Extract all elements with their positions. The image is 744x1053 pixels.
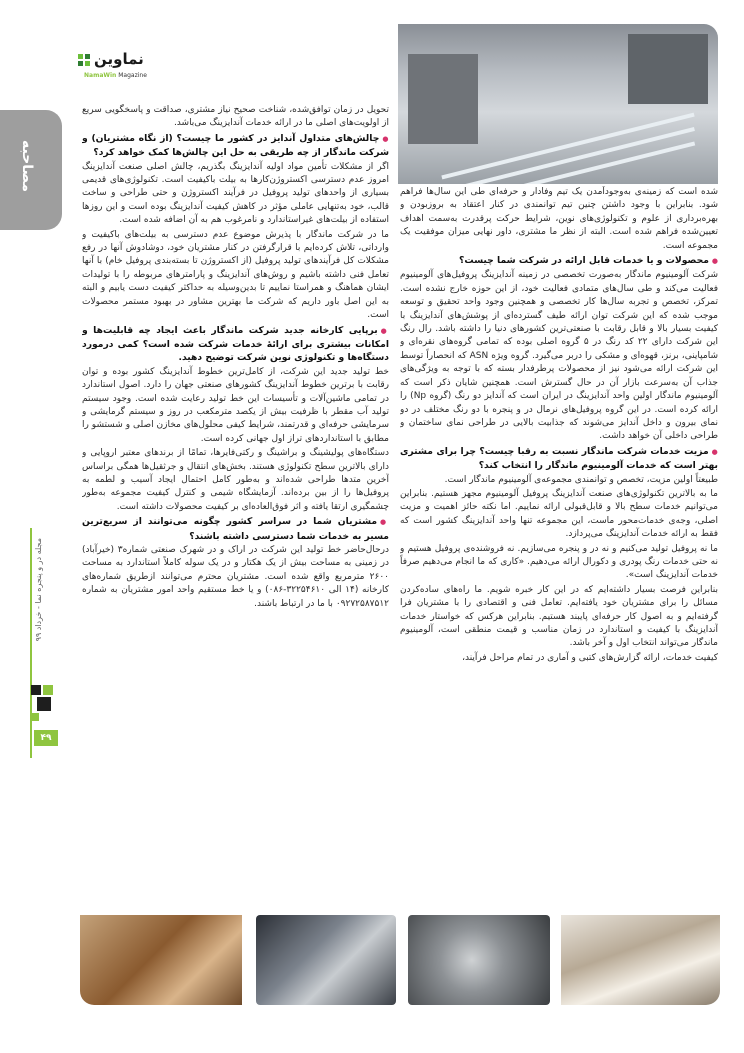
page-number: ۴۹ — [34, 730, 58, 746]
decorative-squares-icon — [31, 685, 53, 725]
paragraph: شرکت آلومینیوم ماندگار به‌صورت تخصصی در زمینه آندایزینگ پروفیل‌های آلومینیوم فعالیت می‌کند و طی سال‌های متمادی فعالیت خود، از این حوزه خارج نشده است. تمرکز، تخصص و تجربه سال‌ها کار تخصصی و همچنین وجود واحد تحقیق و توسعه موجب شده که این شرکت توان ارائه طیف گسترده‌ای از پوشش‌های آندایزینگ با کیفیت بسیار بالا و قابل رقابت با صنعتی‌ترین کشورهای دنیا را داشته باشد. رال رنگ این شرکت دارای ۲۲ کد رنگ در ۵ گروه اصلی بوده که تمامی گروه‌های نقره‌ای و شامپاینی، برنز، قهوه‌ای و مشکی را دربر می‌گیرد. گروه ویژه ASN که انحصاراً توسط این شرکت ارائه می‌شود نیز از محصولات پرطرفدار بسته که با توجه به ویژگی‌های جذاب آن به‌سرعت بازار آن در حال گسترش است. همچنین شایان ذکر است که آلومینیوم ماندگار اولین واحد آندایزینگ در ایران است که آندایز دو رنگ (گروه Np) را ارائه کرده است. در این گروه پروفیل‌های نرمال در و پنجره با دو رنگ مختلف در دو نمای بیرون و داخل آندایز می‌شوند که جذابیت بالایی در طراحی نمای ساختمان و طراحی داخلی آن خواهد داشت. — [400, 270, 718, 442]
paragraph: طبیعتاً اولین مزیت، تخصص و توانمندی مجموعه‌ی آلومینیوم ماندگار است. — [444, 474, 718, 485]
paragraph: دستگاه‌های پولیشینگ و براشینگ و رکتی‌فایرها، تمامًا از برندهای معتبر اروپایی و دارای بالاترین سطح تکنولوژی هستند. بخش‌های انتقال و جرثقیل‌ها همگی براساس آخرین متدها طراحی شده‌اند و به‌طور کامل احتمال ایجاد آسیب و لطمه به پروفیل‌ها را از بین برده‌اند. آزمایشگاه شیمی و کنترل کیفیت مجموعه به‌طور چشمگیری ارتقا یافته و اثر فوق‌العاده‌ای بر کیفیت محصولات داشته است. — [82, 448, 389, 512]
paragraph: ما به بالاترین تکنولوژی‌های صنعت آندایزینگ پروفیل آلومینیوم مجهز هستیم. بنابراین می‌توانیم خدمات سطح بالا و قابل‌قبولی ارائه نماییم. اما نکته حائز اهمیت و مزیت اصلی، وجه‌ی خدمات‌محور ماست، این مجموعه تنها واحد آندایزینگ کشور است که فقط به ارائه خدمات آندایزینگ می‌پردازد. — [400, 488, 718, 540]
issue-info: مجله در و پنجره نما - خرداد ۹۹ — [34, 538, 43, 642]
anodized-profiles-photo — [80, 915, 242, 1005]
paragraph: تحویل در زمان توافق‌شده، شناخت صحیح نیاز مشتری، صداقت و پاسخگویی سریع از اولویت‌های اصلی ما در ارائه خدمات آندایزینگ می‌باشد. — [82, 105, 389, 129]
logo-grid-icon — [78, 54, 92, 68]
paragraph: ما در شرکت ماندگار با پذیرش موضوع عدم دسترسی به بیلت‌های باکیفیت و وارداتی، تلاش کرده‌ایم با قرارگرفتن در کنار مشتریان خود، دوشادوش آنها در رفع مشکلات کل فرآیندهای تولید پروفیل (از اکستروژن تا بسته‌بندی پروفیل خام) با آنها تعامل فنی داشته باشیم و روش‌های آندایزینگ و پارامترهای مربوطه را با تولیدات ایشان هماهنگ و همراستا نماییم تا بدین‌وسیله به حداکثر کیفیت دست یابیم و البته به این اصل باور داریم که شرکت ما بهترین مشاور در بهبود مستمر محصولات است. — [82, 229, 389, 321]
logo-sub-suffix: Magazine — [118, 72, 147, 79]
paragraph: خط تولید جدید این شرکت، از کامل‌ترین خطوط آندایزینگ کشور بوده و توان رقابت با برترین خطوط آندایزینگ کشورهای صنعتی جهان را دارد. اصول استاندارد در تمامی ماشین‌آلات و تأسیسات این خط تولید رعایت شده است. وجود سیستم تولید آب مقطر با ظرفیت بیش از یکصد مترمکعب در روز و سیستم گرمایشی و سرمایشی حرفه‌ای و قدرتمند، شرایط کیفی محلول‌های مخازن اصلی و شستشو را مطابق با استانداردهای تراز اول جهانی کرده است. — [82, 366, 389, 444]
section-label: مصاحبه — [19, 140, 35, 193]
interview-question: ● محصولات و یا خدمات قابل ارائه در شرکت شما چیست؟ — [400, 254, 718, 268]
interview-question: ● چالش‌های متداول آندایز در کشور ما چیست؟ (از نگاه مشتریان) و شرکت ماندگار از چه طریقی به حل این چالش‌ها کمک خواهد کرد؟ — [82, 132, 389, 160]
article-column-right — [400, 186, 718, 898]
paragraph: اگر از مشکلات تأمین مواد اولیه آندایزینگ بگذریم، چالش اصلی صنعت آندایزینگ امروز عدم دسترسی اکستروژن‌کارها به بیلت باکیفیت است. تکنولوژی‌های قدیمی بسیاری از واحدهای تولید پروفیل در فرآیند اکستروژن و حتی طراحی و ساخت قالب، خود به‌تنهایی عاملی مؤثر در کاهش کیفیت آندایزینگ بوده است و این روزها استفاده از بیلت‌های غیراستاندارد و نامرغوب هم به آن اضافه شده است. — [82, 161, 389, 226]
section-tab — [0, 110, 62, 230]
article-column-left — [82, 104, 389, 902]
laboratory-photo — [561, 915, 720, 1005]
profile-handling-photo — [256, 915, 396, 1005]
paragraph: بنابراین فرصت بسیار داشته‌ایم که در این کار خبره شویم. ما راه‌های ساده‌کردن مسائل را برای مشتریان خود یافته‌ایم. تعامل فنی و اقتصادی را با مشتریان فرا گرفته‌ایم و به اصول کار حرفه‌ای پایبند هستیم. بنابراین هرکس که خواستار خدمات آندایزینگ با کیفیت و استاندارد در زمان مناسب و قیمت منطقی است، آلومینیوم ماندگار می‌تواند انتخاب اول و آخر باشد. — [400, 584, 718, 649]
paragraph: درحال‌حاضر خط تولید این شرکت در اراک و در شهرک صنعتی شماره۳ (خیرآباد) در زمینی به مساحت بیش از یک هکتار و در یک سوله کاملاً استاندارد به مساحت ۲۶۰۰ مترمربع واقع شده است. مشتریان محترم می‌توانند ازطریق شماره‌های کارخانه (۱۴ الی ۳۲۲۵۴۶۱۰-۰۸۶) و یا خط مستقیم واحد امور مشتریان به شماره ۰۹۲۷۲۵۸۷۵۱۲ با ما در ارتباط باشند. — [82, 545, 389, 609]
thickness-gauge-photo — [408, 915, 550, 1005]
paragraph: شده است که زمینه‌ی به‌وجودآمدن یک تیم وفادار و حرفه‌ای طی این سال‌ها فراهم شود. بنابراین با وجود داشتن چنین تیم توانمندی در کنار اعتقاد به بروزبودن و بهره‌برداری از علوم و تکنولوژی‌های نوین، شرایط حرکت پرقدرت به‌سمت اهداف تعیین‌شده فراهم شده است. البته از نظر ما مشتری، داور نهایی میزان موفقیت یک مجموعه است. — [400, 187, 718, 251]
logo-title: نماوین — [94, 50, 144, 68]
factory-photo — [398, 24, 718, 184]
interview-question: ● برپایی کارخانه جدید شرکت ماندگار باعث ایجاد چه قابلیت‌ها و امکانات بیشتری برای ارائهٔ خدمات شرکت شده است؟ کمی درمورد دستگاه‌ها و تکنولوژی نوین شرکت توضیح دهید. — [82, 324, 389, 365]
logo-sub-prefix: NamaWin — [84, 72, 117, 79]
logo-subtitle — [84, 72, 147, 79]
interview-question: ● مشتریان شما در سراسر کشور چگونه می‌توانند از سریع‌ترین مسیر به خدمات شما دسترسی داشته باشند؟ — [82, 515, 389, 543]
paragraph: ما نه پروفیل تولید می‌کنیم و نه در و پنجره می‌سازیم. نه فروشنده‌ی پروفیل هستیم و نه حتی خدمات رنگ پودری و دکورال ارائه می‌دهیم. «کاری که ما انجام می‌دهیم صرفاً خدمات آندایزینگ است». — [400, 543, 718, 581]
paragraph: کیفیت خدمات، ارائه گزارش‌های کتبی و آماری در تمام مراحل فرآیند، — [462, 652, 718, 663]
interview-question: ● مزیت خدمات شرکت ماندگار نسبت به رقبا چیست؟ چرا برای مشتری بهتر است که خدمات آلومینیوم ماندگار را انتخاب کند؟ — [400, 445, 718, 473]
magazine-logo — [78, 50, 168, 86]
